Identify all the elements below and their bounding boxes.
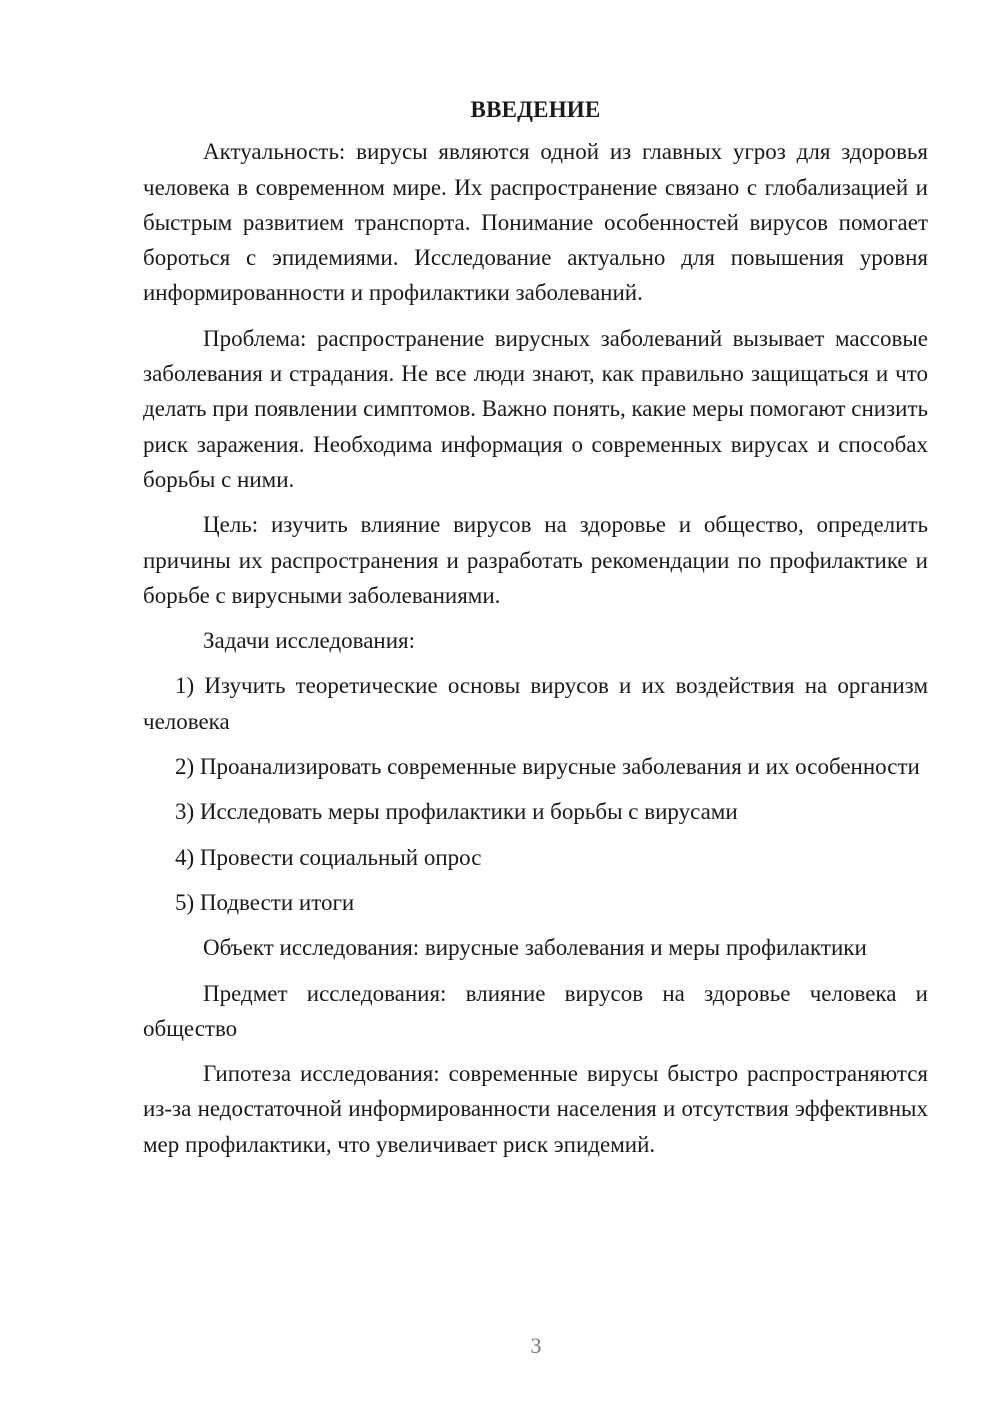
task-item-1: 1) Изучить теоретические основы вирусов и их воздействия на организм человека <box>143 673 928 734</box>
subject-paragraph: Предмет исследования: влияние вирусов на здоровье человека и общество <box>143 980 928 1041</box>
tasks-heading: Задачи исследования: <box>203 628 416 654</box>
object-paragraph: Объект исследования: вирусные заболевания и меры профилактики <box>203 935 867 961</box>
task-item-2: 2) Проанализировать современные вирусные заболевания и их особенности <box>175 754 920 780</box>
page-title: ВВЕДЕНИЕ <box>470 97 601 122</box>
relevance-paragraph: Актуальность: вирусы являются одной из главных угроз для здоровья человека в современном мире. Их распространение связано с глобализацией и быстрым развитием транспорта. Понимание особенностей вирусов помогает бороться с эпидемиями. Исследование актуально для повышения уровня информированности и профилактики заболеваний. <box>143 139 928 306</box>
goal-paragraph: Цель: изучить влияние вирусов на здоровье и общество, определить причины их распространения и разработать рекомендации по профилактике и борьбе с вирусными заболеваниями. <box>143 512 928 608</box>
problem-paragraph: Проблема: распространение вирусных заболеваний вызывает массовые заболевания и страдания. Не все люди знают, как правильно защищаться и что делать при появлении симптомов. Важно понять, какие меры помогают снизить риск заражения. Необходима информация о современных вирусах и способах борьбы с ними. <box>143 325 928 492</box>
document-page <box>143 92 928 1172</box>
page-number: 3 <box>530 1333 542 1358</box>
task-item-5: 5) Подвести итоги <box>175 889 355 915</box>
task-item-4: 4) Провести социальный опрос <box>175 844 482 870</box>
hypothesis-paragraph: Гипотеза исследования: современные вирусы быстро распространяются из-за недостаточной информированности населения и отсутствия эффективных мер профилактики, что увеличивает риск эпидемий. <box>143 1061 928 1157</box>
task-item-3: 3) Исследовать меры профилактики и борьбы с вирусами <box>175 799 738 825</box>
